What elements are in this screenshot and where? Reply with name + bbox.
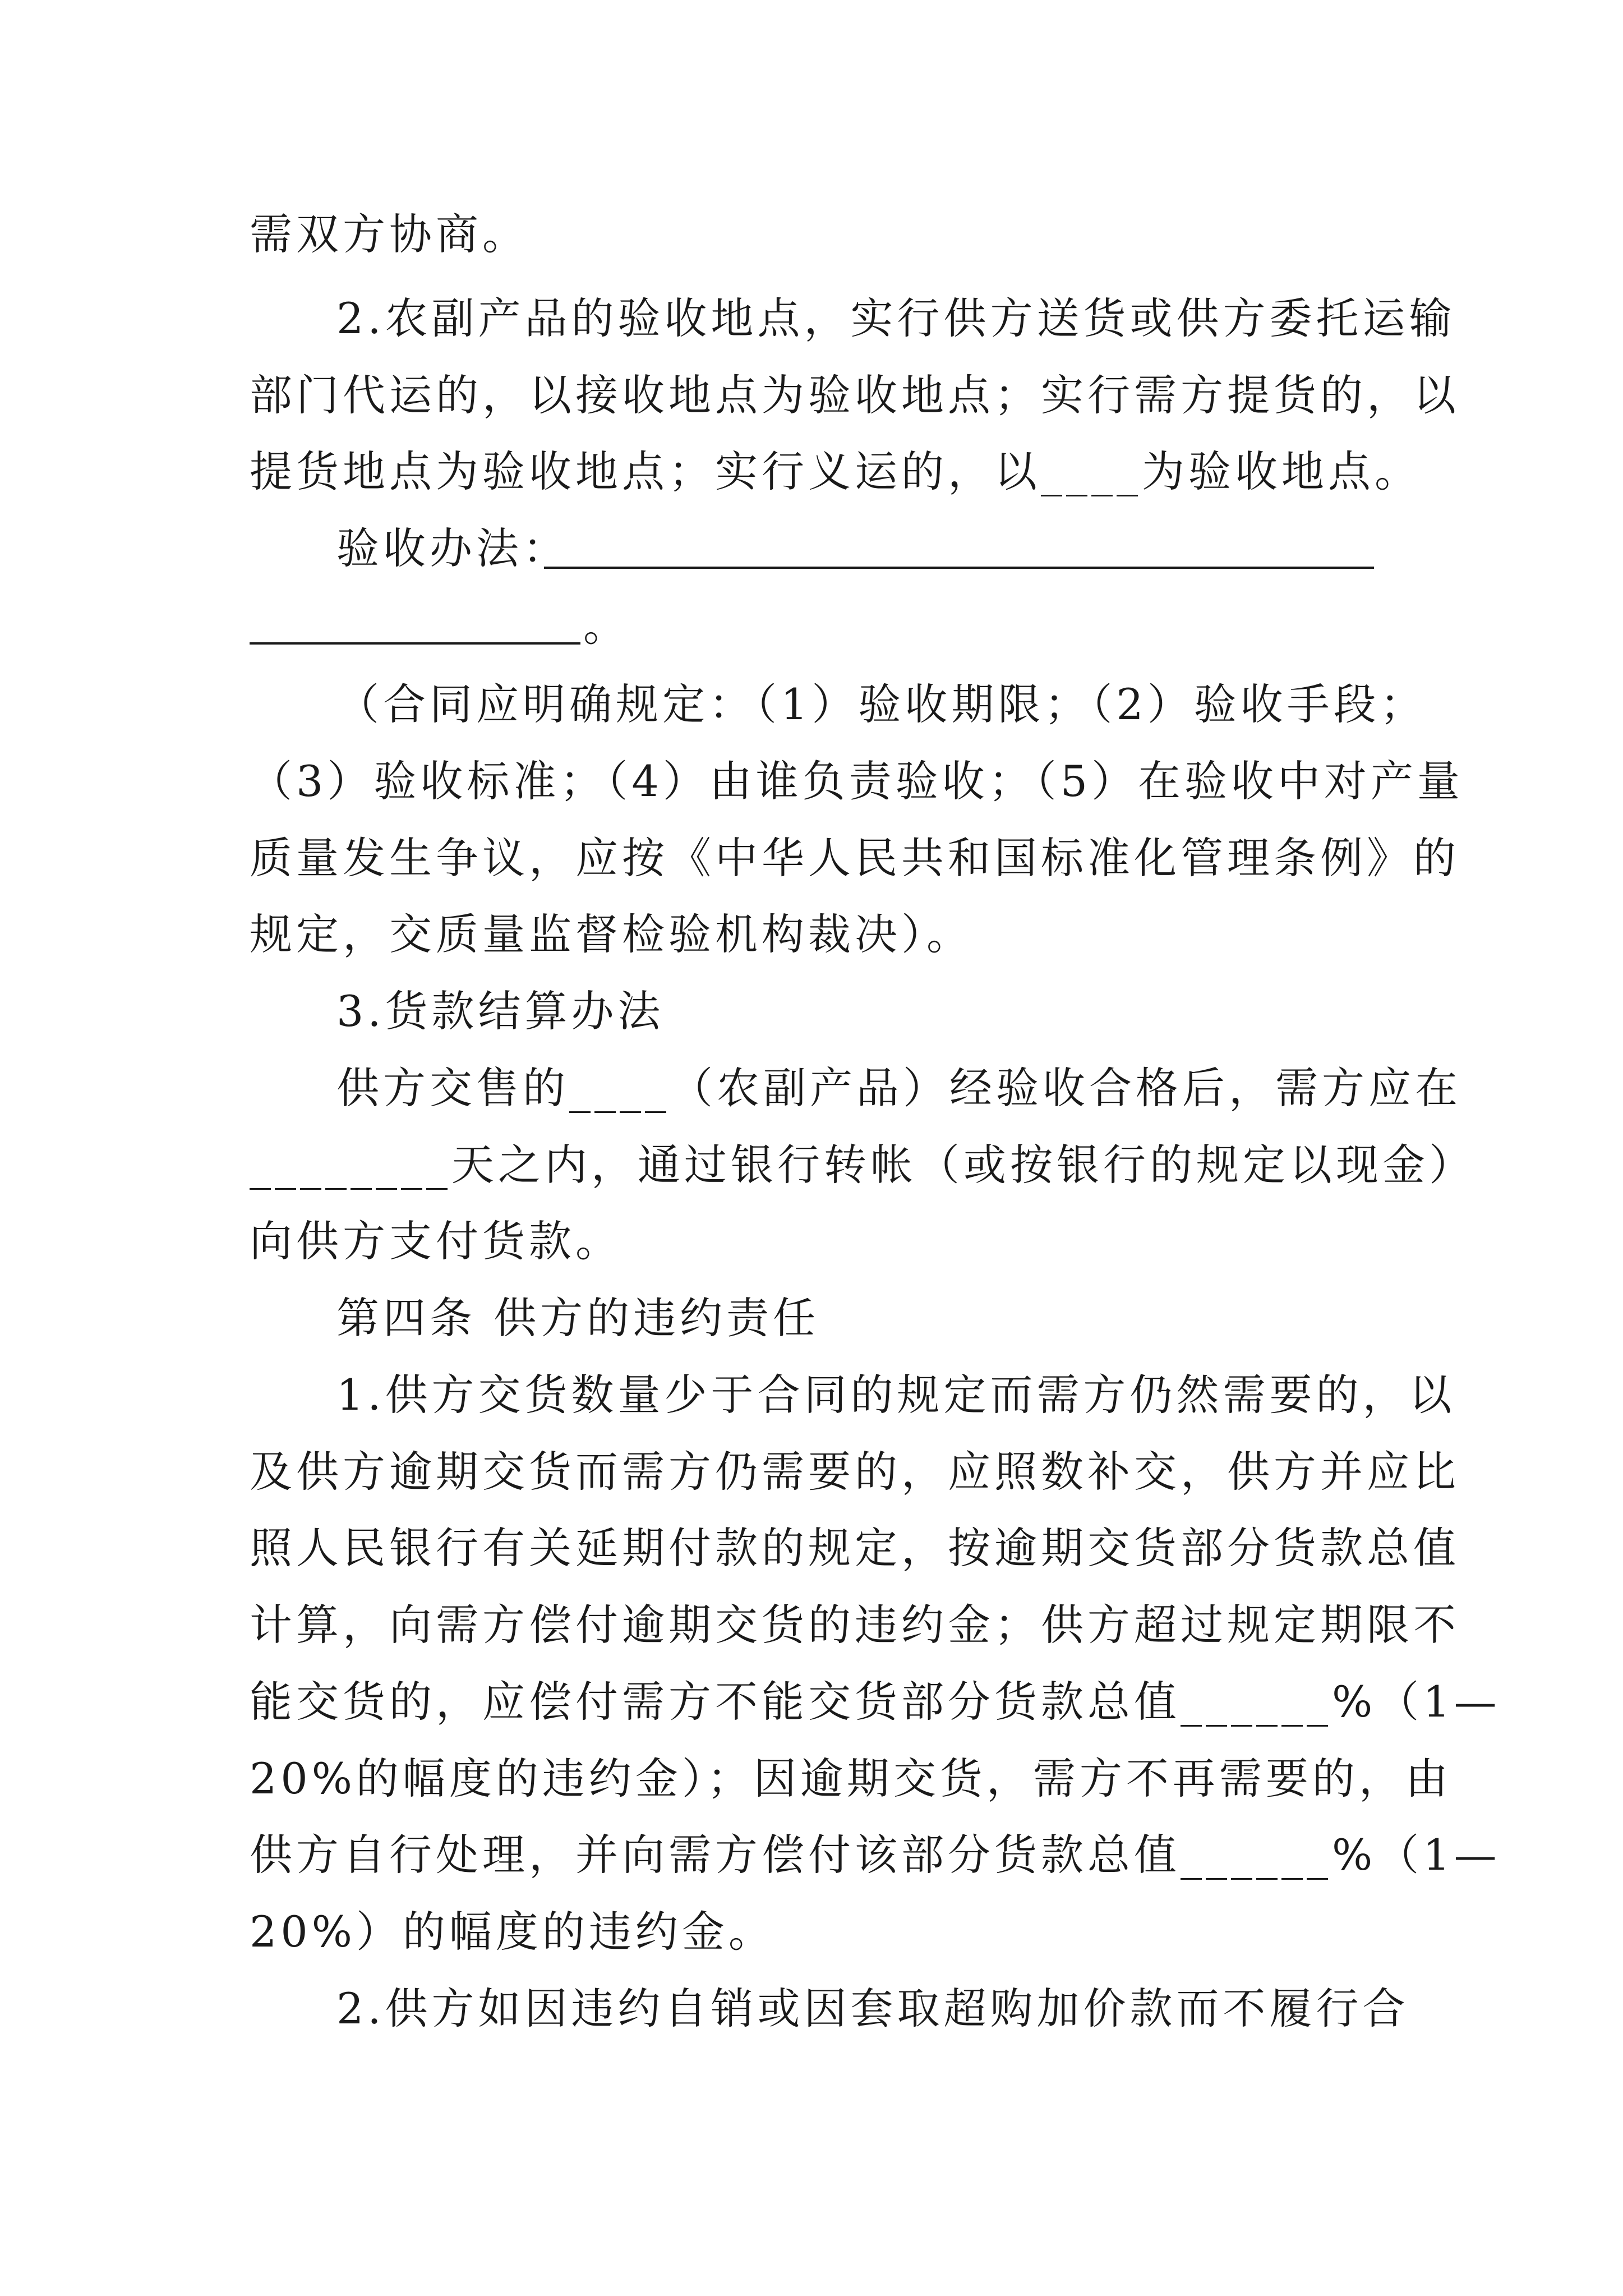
- text-line-20: 能交货的，应偿付需方不能交货部分货款总值______%（1—: [250, 1677, 1501, 1727]
- text-line-7: （合同应明确规定：（1）验收期限；（2）验收手段；: [336, 679, 1427, 729]
- text-line-18: 照人民银行有关延期付款的规定，按逾期交货部分货款总值: [250, 1523, 1460, 1573]
- text-line-3: 部门代运的，以接收地点为验收地点；实行需方提货的，以: [250, 370, 1460, 420]
- text-line-8: （3）验收标准；（4）由谁负责验收；（5）在验收中对产量: [250, 756, 1464, 806]
- text-line-19: 计算，向需方偿付逾期交货的违约金；供方超过规定期限不: [250, 1600, 1460, 1650]
- text-line-9: 质量发生争议，应按《中华人民共和国标准化管理条例》的: [250, 833, 1460, 883]
- acceptance-method-blank-1: [544, 567, 1374, 569]
- text-line-16: 1.供方交货数量少于合同的规定而需方仍然需要的，以: [336, 1370, 1456, 1420]
- article-heading-4: 第四条 供方的违约责任: [336, 1293, 820, 1343]
- text-line-24: 2.供方如因违约自销或因套取超购加价款而不履行合: [336, 1984, 1409, 2033]
- text-line-12: 供方交售的____（农副产品）经验收合格后，需方应在: [336, 1063, 1461, 1113]
- text-line-4: 提货地点为验收地点；实行义运的，以____为验收地点。: [250, 447, 1421, 496]
- section-heading-payment: 3.货款结算办法: [336, 986, 665, 1036]
- text-line-22: 供方自行处理，并向需方偿付该部分货款总值______%（1—: [250, 1830, 1501, 1880]
- acceptance-method-period: 。: [583, 601, 630, 651]
- text-line-13: ________天之内，通过银行转帐（或按银行的规定以现金）: [250, 1140, 1476, 1190]
- text-line-14: 向供方支付货款。: [250, 1216, 622, 1266]
- text-line-2: 2.农副产品的验收地点，实行供方送货或供方委托运输: [336, 293, 1456, 343]
- acceptance-method-blank-2: [250, 642, 580, 645]
- text-line-1: 需双方协商。: [250, 209, 529, 259]
- acceptance-method-label: 验收办法：: [336, 523, 569, 573]
- text-line-21: 20%的幅度的违约金）；因逾期交货，需方不再需要的，由: [250, 1754, 1452, 1803]
- text-line-17: 及供方逾期交货而需方仍需要的，应照数补交，供方并应比: [250, 1447, 1460, 1497]
- text-line-23: 20%）的幅度的违约金。: [250, 1907, 775, 1957]
- text-line-10: 规定，交质量监督检验机构裁决）。: [250, 909, 973, 959]
